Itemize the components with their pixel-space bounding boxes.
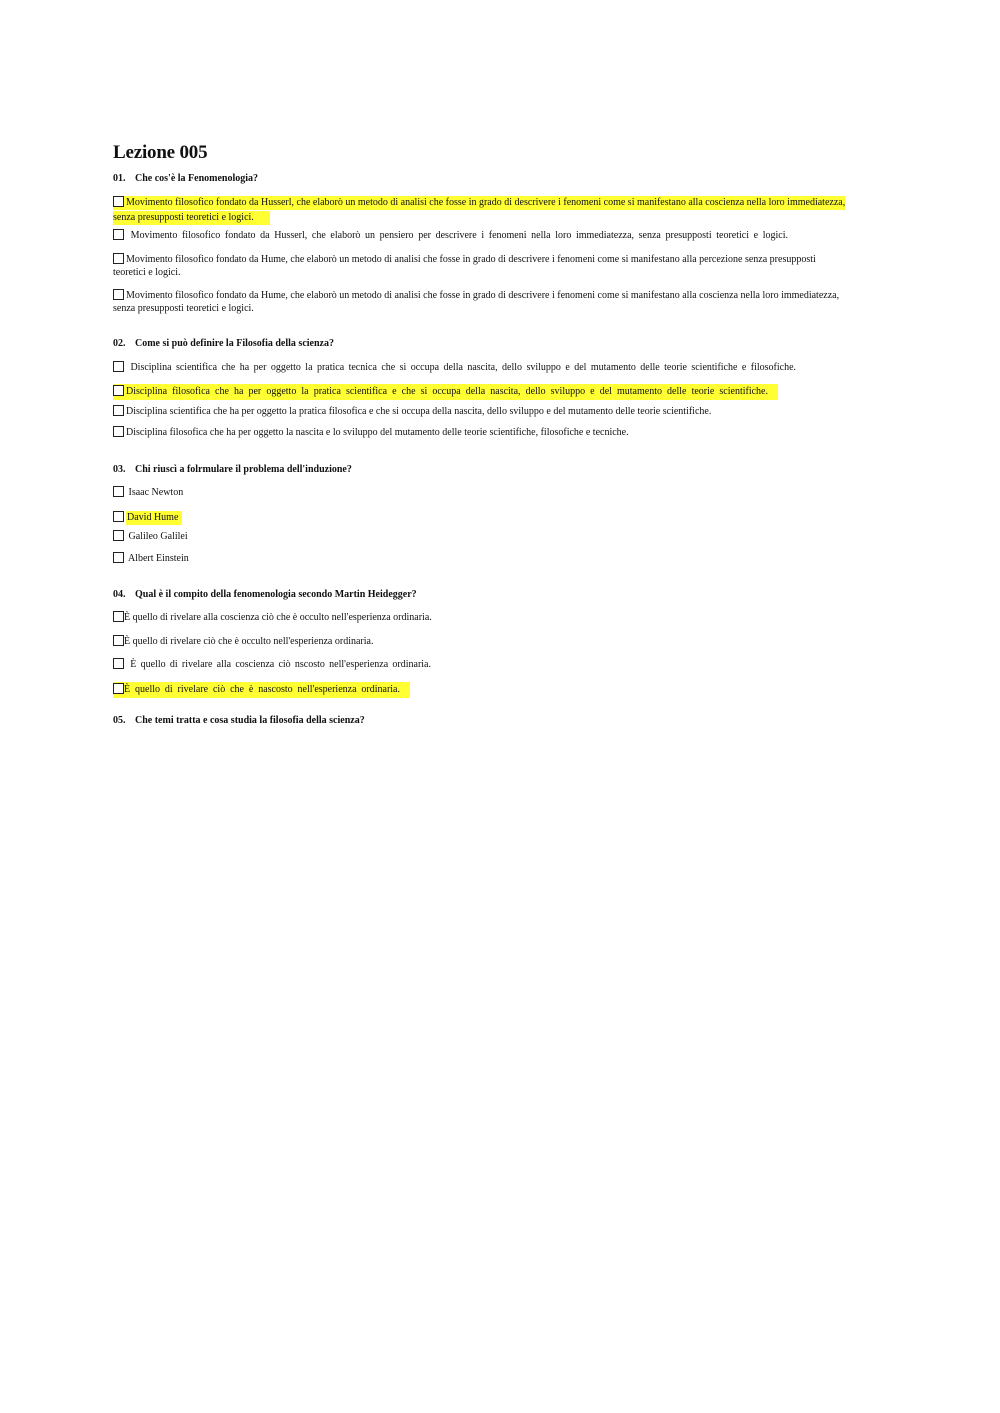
checkbox[interactable] [113, 530, 124, 541]
option-text: È quello di rivelare ciò che è nascosto nell'esperienza ordinaria. [124, 684, 400, 695]
checkbox[interactable] [113, 289, 124, 300]
answer-option[interactable] [113, 253, 848, 279]
option-text: È quello di rivelare ciò che è occulto nell'esperienza ordinaria. [124, 636, 374, 647]
checkbox[interactable] [113, 552, 124, 563]
answer-option[interactable] [113, 426, 848, 439]
checkbox[interactable] [113, 658, 124, 669]
option-text: David Hume [126, 511, 182, 525]
answer-option[interactable] [113, 405, 848, 418]
question-02 [113, 338, 334, 349]
answer-option[interactable] [113, 361, 796, 374]
option-text: È quello di rivelare alla coscienza ciò che è occulto nell'esperienza ordinaria. [124, 612, 432, 623]
checkbox[interactable] [113, 683, 124, 694]
checkbox[interactable] [113, 196, 124, 207]
answer-option[interactable] [113, 289, 848, 315]
question-text: Che temi tratta e cosa studia la filosofia della scienza? [135, 715, 365, 726]
option-text: Disciplina filosofica che ha per oggetto la nascita e lo sviluppo del mutamento delle teorie scientifiche, filosofiche e tecniche. [126, 427, 629, 438]
question-03 [113, 464, 352, 475]
question-number: 03. [113, 464, 126, 475]
answer-option[interactable] [113, 384, 848, 400]
option-text: Disciplina scientifica che ha per oggetto la pratica tecnica che si occupa della nascita, dello sviluppo e del mutamento delle teorie scientifiche e filosofiche. [130, 362, 797, 373]
option-text: Galileo Galilei [128, 531, 188, 542]
question-01 [113, 173, 258, 184]
option-text: Albert Einstein [127, 553, 189, 564]
page-title: Lezione 005 [113, 142, 208, 163]
answer-option[interactable] [113, 552, 848, 565]
question-number: 04. [113, 589, 126, 600]
option-text: Movimento filosofico fondato da Hume, che elaborò un metodo di analisi che fosse in grado di descrivere i fenomeni come si manifestano alla coscienza nella loro immediatezza, senza presupposti teoretici e logici. [113, 290, 840, 314]
checkbox[interactable] [113, 511, 124, 522]
answer-option[interactable] [113, 195, 848, 225]
checkbox[interactable] [113, 361, 124, 372]
answer-option[interactable] [113, 611, 848, 624]
answer-option[interactable] [113, 635, 848, 648]
answer-option[interactable] [113, 682, 848, 698]
checkbox[interactable] [113, 426, 124, 437]
checkbox[interactable] [113, 385, 124, 396]
answer-option[interactable] [113, 658, 431, 671]
option-text: Disciplina filosofica che ha per oggetto la pratica scientifica e che si occupa della nascita, dello sviluppo e del mutamento delle teorie scientifiche. [126, 386, 768, 397]
option-text: Disciplina scientifica che ha per oggetto la pratica filosofica e che si occupa della nascita, dello sviluppo e del mutamento delle teorie scientifiche. [126, 406, 712, 417]
question-05 [113, 715, 365, 726]
answer-option[interactable] [113, 229, 788, 242]
checkbox[interactable] [113, 405, 124, 416]
question-04 [113, 589, 417, 600]
question-text: Che cos'è la Fenomenologia? [135, 173, 259, 184]
question-number: 01. [113, 173, 126, 184]
answer-option[interactable] [113, 530, 848, 543]
checkbox[interactable] [113, 486, 124, 497]
question-text: Come si può definire la Filosofia della scienza? [135, 338, 334, 349]
question-number: 02. [113, 338, 126, 349]
option-text: Movimento filosofico fondato da Hume, che elaborò un metodo di analisi che fosse in grado di descrivere i fenomeni come si manifestano alla percezione senza presupposti teoretici e logici. [113, 254, 816, 278]
checkbox[interactable] [113, 635, 124, 646]
checkbox[interactable] [113, 229, 124, 240]
answer-option[interactable] [113, 486, 848, 499]
option-text: È quello di rivelare alla coscienza ciò nscosto nell'esperienza ordinaria. [130, 659, 431, 670]
question-text: Chi riuscì a folrmulare il problema dell'induzione? [135, 464, 352, 475]
option-text: Isaac Newton [128, 487, 184, 498]
option-text: Movimento filosofico fondato da Husserl, che elaborò un metodo di analisi che fosse in grado di descrivere i fenomeni come si manifestano alla coscienza nella loro immediatezza, senza presupposti teoretici e logici. [113, 197, 846, 223]
question-text: Qual è il compito della fenomenologia secondo Martin Heidegger? [135, 589, 417, 600]
option-text: Movimento filosofico fondato da Husserl, che elaborò un pensiero per descrivere i fenomeni nella loro immediatezza, senza presupposti teoretici e logici. [130, 230, 789, 241]
question-number: 05. [113, 715, 126, 726]
checkbox[interactable] [113, 253, 124, 264]
checkbox[interactable] [113, 611, 124, 622]
answer-option[interactable] [113, 511, 848, 524]
